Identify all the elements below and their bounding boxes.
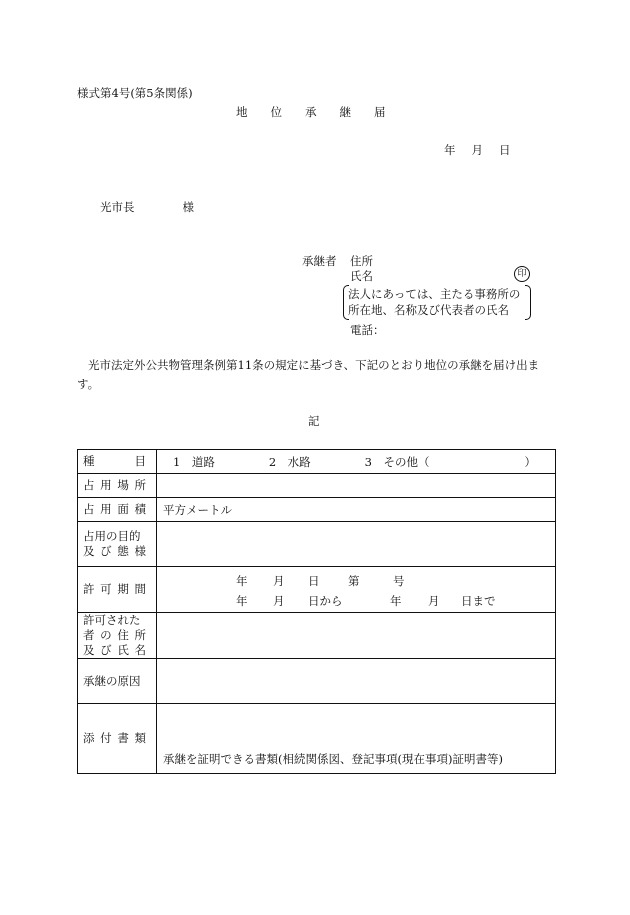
title-char: 届 [374, 105, 386, 119]
label-char: 氏 [117, 643, 129, 657]
permit-holder-field[interactable] [157, 613, 556, 659]
body-paragraph: 光市法定外公共物管理条例第11条の規定に基づき、下記のとおり地位の承継を届け出ます。 [77, 358, 540, 391]
label-cell [78, 522, 157, 567]
permit-to-year: 年 [390, 593, 402, 608]
table-row [78, 567, 556, 613]
label-char: 用 [100, 478, 112, 492]
table-row [78, 474, 556, 498]
address-label: 住所 [350, 254, 373, 268]
table-row [78, 450, 556, 474]
date-line [444, 142, 511, 158]
date-day: 日 [499, 143, 511, 157]
label-cell [78, 613, 157, 659]
label-char: 目 [134, 454, 146, 468]
label-cell [78, 450, 157, 474]
permit-dai: 第 [348, 573, 360, 588]
label-char: 添 [83, 731, 95, 745]
label-char: 態 [117, 544, 129, 558]
location-field[interactable] [157, 474, 556, 498]
name-label: 氏名 [350, 269, 373, 283]
addressee [100, 199, 194, 215]
label-char: 種 [83, 454, 95, 468]
attachments-field[interactable] [157, 704, 556, 774]
permit-line-1 [163, 570, 555, 590]
option-waterway: 2 水路 [268, 454, 311, 469]
purpose-field[interactable] [157, 522, 556, 567]
label-char: び [100, 643, 112, 657]
permit-from-day: 日から [308, 593, 343, 608]
area-unit: 平方メートル [163, 502, 232, 517]
label-char: 期 [117, 582, 129, 596]
title-char: 継 [339, 105, 351, 119]
label-char: 様 [134, 544, 146, 558]
label-cell [78, 474, 157, 498]
label-char: 用 [100, 502, 112, 516]
permit-month: 月 [273, 573, 285, 588]
permit-to-month: 月 [428, 593, 440, 608]
permit-go: 号 [393, 573, 405, 588]
label-char: 名 [134, 643, 146, 657]
applicant-label: 承継者 [302, 254, 337, 268]
label-cell [78, 498, 157, 522]
form-table [77, 449, 556, 774]
table-row [78, 613, 556, 659]
seal-mark: 印 [514, 266, 530, 282]
label-char: 積 [134, 502, 146, 516]
label-char: 占 [83, 502, 95, 516]
label-line: 許可された [83, 613, 141, 627]
phone-label: 電話： [350, 323, 385, 337]
bracket-right [525, 285, 531, 320]
label-char: 所 [134, 628, 146, 642]
permit-day: 日 [308, 573, 320, 588]
type-options-cell [157, 450, 556, 474]
label-char: 許 [83, 582, 95, 596]
permit-year: 年 [236, 573, 248, 588]
corporate-note [343, 285, 531, 318]
label-char: 付 [100, 731, 112, 745]
table-row [78, 522, 556, 567]
title-char: 位 [270, 105, 282, 119]
permit-line-2 [163, 590, 555, 610]
date-year: 年 [444, 143, 456, 157]
permit-from-year: 年 [236, 593, 248, 608]
label-cell [78, 704, 157, 774]
label-char: 所 [134, 478, 146, 492]
option-other: 3 その他（ [364, 454, 430, 469]
label-char: 書 [117, 731, 129, 745]
label-char: 者 [83, 628, 95, 642]
label-char: の [100, 628, 112, 642]
label-char: 間 [134, 582, 146, 596]
permit-to-day: 日まで [461, 593, 496, 608]
note-line: 所在地、名称及び代表者の氏名 [348, 303, 509, 317]
label-line: 承継の原因 [83, 673, 141, 688]
label-char: 可 [100, 582, 112, 596]
note-line: 法人にあっては、主たる事務所の [348, 287, 521, 301]
addressee-honorific: 様 [182, 200, 194, 214]
date-month: 月 [471, 143, 483, 157]
document-title [236, 104, 409, 120]
succession-reason-field[interactable] [157, 659, 556, 704]
option-road: 1 道路 [173, 454, 215, 469]
label-char: 類 [134, 731, 146, 745]
label-char: 占 [83, 478, 95, 492]
label-line: 占用の目的 [83, 529, 141, 543]
permit-period-field[interactable] [157, 567, 556, 613]
table-row [78, 498, 556, 522]
label-char: 場 [117, 478, 129, 492]
addressee-name: 光市長 [100, 200, 135, 214]
ki-heading: 記 [308, 414, 320, 428]
table-row [78, 659, 556, 704]
label-cell [78, 567, 157, 613]
form-number: 様式第4号(第5条関係) [77, 86, 193, 100]
label-char: び [100, 544, 112, 558]
label-char: 面 [117, 502, 129, 516]
area-field[interactable] [157, 498, 556, 522]
permit-from-month: 月 [273, 593, 285, 608]
attachments-text: 承継を証明できる書類(相続関係図、登記事項(現在事項)証明書等) [163, 752, 503, 766]
title-char: 地 [236, 105, 248, 119]
title-char: 承 [305, 105, 317, 119]
table-row [78, 704, 556, 774]
label-char: 及 [83, 643, 95, 657]
label-char: 住 [117, 628, 129, 642]
option-other-close: ） [524, 454, 536, 469]
label-char: 及 [83, 544, 95, 558]
label-cell [78, 659, 157, 704]
